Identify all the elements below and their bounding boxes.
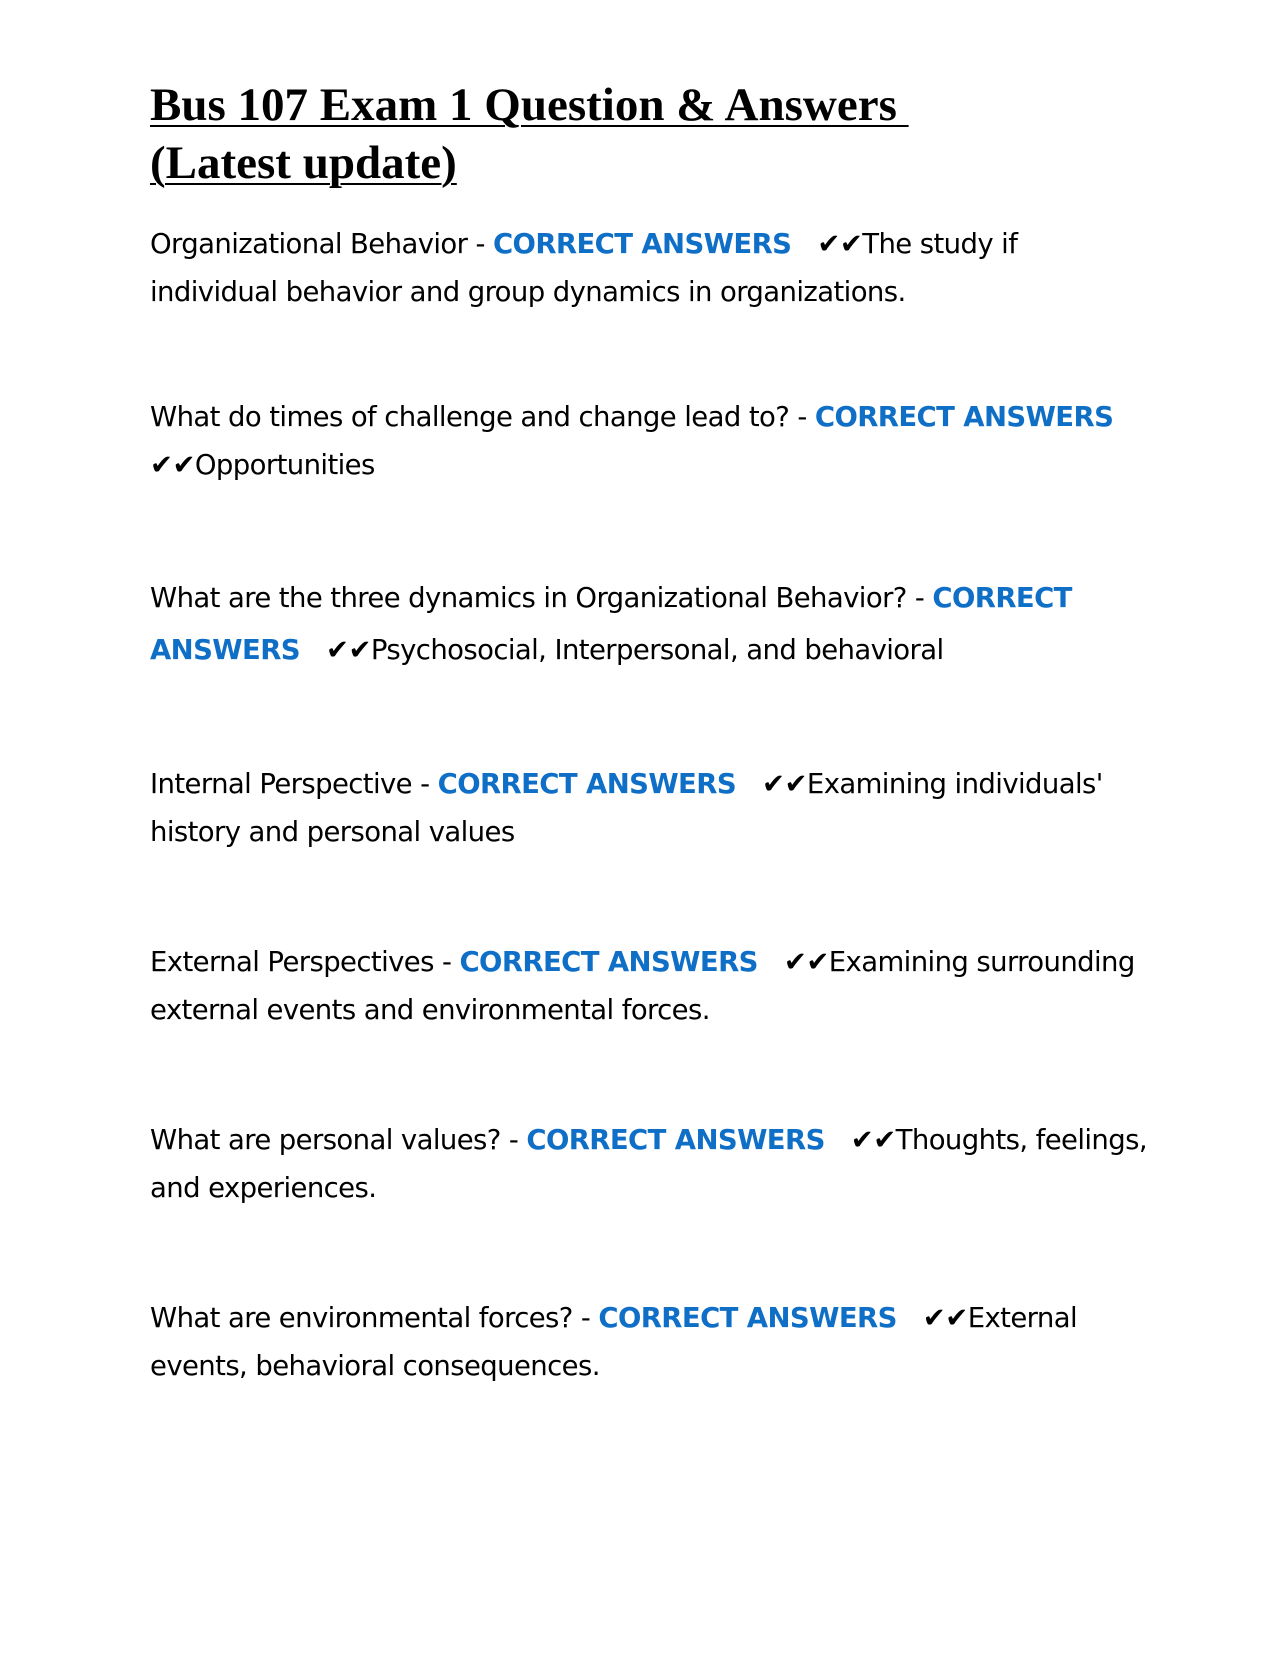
qa-entry	[150, 1116, 1150, 1212]
answer-text: Examining individuals' history and personal values	[150, 768, 1103, 848]
separator: -	[500, 1124, 527, 1156]
question-text: What are environmental forces?	[150, 1302, 573, 1334]
title-line-2: (Latest update)	[150, 137, 457, 189]
qa-entry	[150, 393, 1150, 489]
question-text: What are personal values?	[150, 1124, 501, 1156]
separator: -	[433, 946, 460, 978]
correct-answers-label: CORRECT ANSWERS	[814, 401, 1114, 433]
answer-text: Examining surrounding external events and environmental forces.	[150, 946, 1135, 1026]
question-text: Internal Perspective	[150, 768, 412, 800]
check-marks-icon: ✔✔	[326, 634, 371, 666]
answer-text: Thoughts, feelings, and experiences.	[150, 1124, 1147, 1204]
question-text: What do times of challenge and change lead to?	[150, 401, 790, 433]
question-text: What are the three dynamics in Organizational Behavior?	[150, 582, 907, 614]
answer-text: The study if individual behavior and group dynamics in organizations.	[150, 228, 1018, 308]
question-text: External Perspectives	[150, 946, 434, 978]
correct-answers-label: CORRECT ANSWERS	[437, 768, 737, 800]
qa-entry	[150, 572, 1150, 676]
check-marks-icon: ✔✔	[850, 1124, 896, 1156]
check-marks-icon: ✔✔	[817, 228, 863, 260]
check-marks-icon: ✔✔	[150, 449, 195, 481]
qa-entry	[150, 938, 1150, 1034]
separator: -	[467, 228, 493, 260]
separator: -	[789, 401, 815, 433]
check-marks-icon: ✔✔	[762, 768, 807, 800]
document-title	[150, 76, 1130, 192]
correct-answers-label: CORRECT ANSWERS	[150, 582, 1072, 666]
correct-answers-label: CORRECT ANSWERS	[492, 228, 792, 260]
separator: -	[412, 768, 438, 800]
separator: -	[572, 1302, 599, 1334]
answer-text: External events, behavioral consequences.	[150, 1302, 1077, 1382]
answer-text: Opportunities	[194, 449, 375, 481]
separator: -	[906, 582, 933, 614]
qa-entry	[150, 760, 1150, 856]
correct-answers-label: CORRECT ANSWERS	[598, 1302, 897, 1334]
question-text: Organizational Behavior	[150, 228, 468, 260]
qa-entry	[150, 220, 1150, 316]
qa-entry	[150, 1294, 1150, 1390]
title-line-1: Bus 107 Exam 1 Question & Answers	[150, 79, 909, 131]
check-marks-icon: ✔✔	[783, 946, 829, 978]
check-marks-icon: ✔✔	[922, 1302, 968, 1334]
correct-answers-label: CORRECT ANSWERS	[459, 946, 758, 978]
correct-answers-label: CORRECT ANSWERS	[526, 1124, 825, 1156]
answer-text: Psychosocial, Interpersonal, and behavioral	[370, 634, 944, 666]
